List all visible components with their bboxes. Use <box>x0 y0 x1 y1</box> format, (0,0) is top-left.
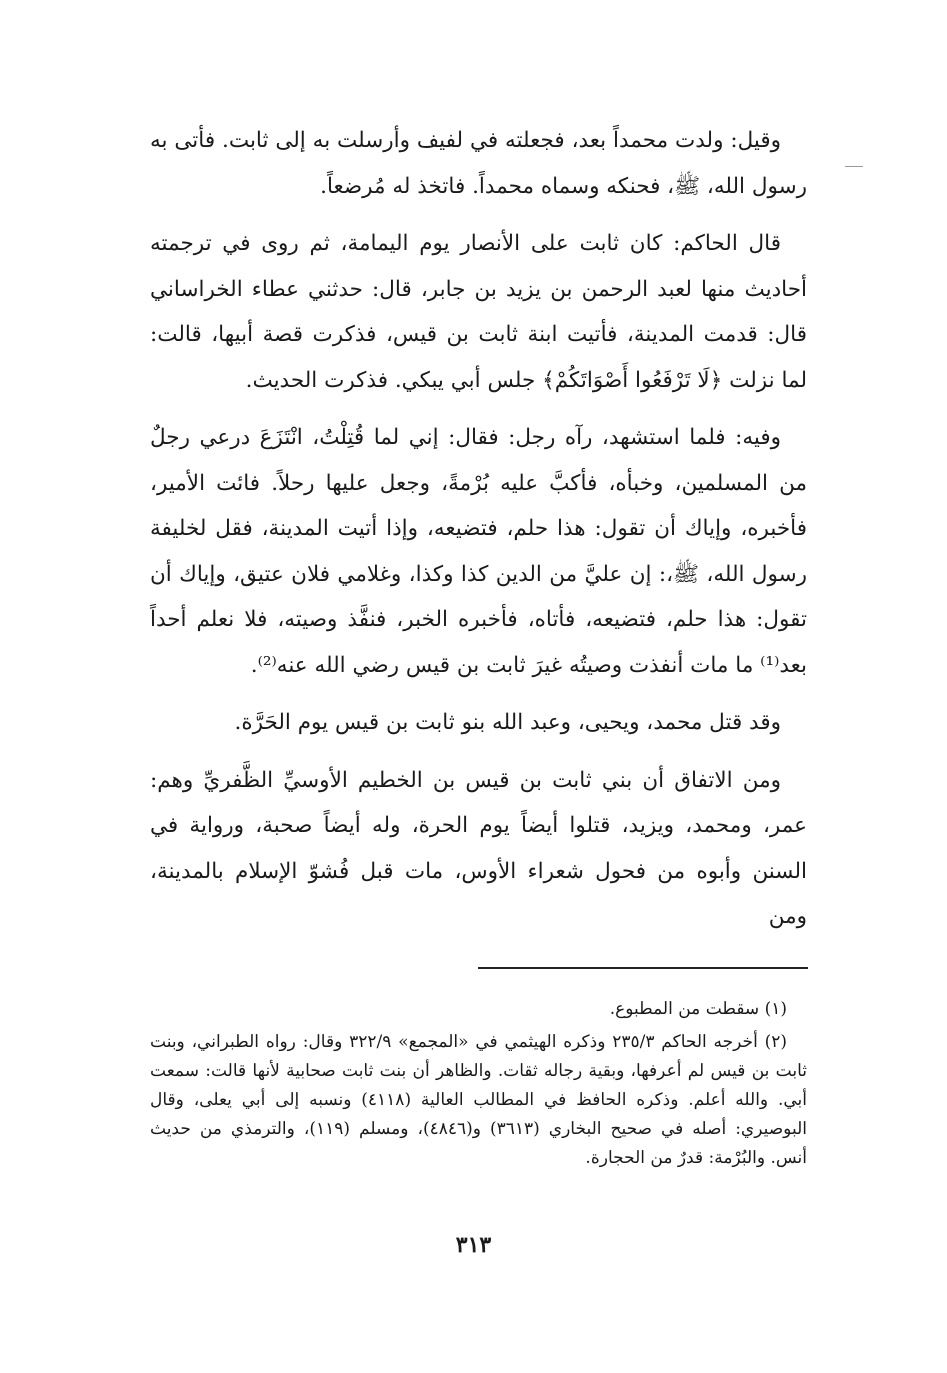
paragraph-1: وقيل: ولدت محمداً بعد، فجعلته في لفيف وأرسلت به إلى ثابت. فأتى به رسول الله، ﷺ، فحنكه وسماه محمداً. فاتخذ له مُرضعاً. <box>150 128 807 199</box>
paragraph-3: وفيه: فلما استشهد، رآه رجل: فقال: إني لما قُتِلْتُ، انْتَزَعَ درعي رجلٌ من المسلمين، وخبأه، فأكبَّ عليه بُرْمةً، وجعل عليها رحلاً. فائت الأمير، فأخبره، وإياك أن تقول: هذا حلم، فتضيعه، وإذا أتيت المدينة، فقل لخليفة رسول الله، ﷺ،: إن عليَّ من الدين كذا وكذا، وغلامي فلان عتيق، وإياك أن تقول: هذا حلم، فتضيعه، فأتاه، فأخبره الخبر، فنفَّذ وصيته، فلا نعلم أحداً بعد⁽¹⁾ ما مات أنفذت وصيتُه غيرَ ثابت بن قيس رضي الله عنه⁽²⁾. <box>150 425 807 678</box>
footnote-separator <box>478 967 808 969</box>
page-number: ٣١٣ <box>455 1232 492 1258</box>
footnote-2: (٢) أخرجه الحاكم ٢٣٥/٣ وذكره الهيثمي في «المجمع» ٣٢٢/٩ وقال: رواه الطبراني، وبنت ثابت بن قيس لم أعرفها، وبقية رجاله ثقات. والظاهر أن بنت ثابت صحابية لأنها قالت: سمعت أبي. والله أعلم. وذكره الحافظ في المطالب العالية (٤١١٨) ونسبه إلى أبي يعلى، وقال البوصيري: أصله في صحيح البخاري (٣٦١٣) و(٤٨٤٦)، ومسلم (١١٩)، والترمذي من حديث أنس. والبُرْمة: قدرٌ من الحجارة. <box>150 1032 807 1168</box>
footnotes <box>150 995 807 1177</box>
margin-mark <box>845 166 863 167</box>
paragraph-2: قال الحاكم: كان ثابت على الأنصار يوم اليمامة، ثم روى في ترجمته أحاديث منها لعبد الرحمن بن يزيد بن جابر، قال: حدثني عطاء الخراساني قال: قدمت المدينة، فأتيت ابنة ثابت بن قيس، فذكرت قصة أبيها، قالت: لما نزلت ﴿لَا تَرْفَعُوا أَصْوَاتَكُمْ﴾ جلس أبي يبكي. فذكرت الحديث. <box>150 231 807 393</box>
paragraph-5: ومن الاتفاق أن بني ثابت بن قيس بن الخطيم الأوسيِّ الظَّفريِّ وهم: عمر، ومحمد، ويزيد، قتلوا أيضاً يوم الحرة، وله أيضاً صحبة، ورواية في السنن وأبوه من فحول شعراء الأوس، مات قبل فُشوّ الإسلام بالمدينة، ومن <box>150 767 807 929</box>
paragraph-4: وقد قتل محمد، ويحيى، وعبد الله بنو ثابت بن قيس يوم الحَرَّة. <box>234 710 781 735</box>
footnote-1: (١) سقطت من المطبوع. <box>609 999 787 1019</box>
main-text <box>150 118 807 940</box>
